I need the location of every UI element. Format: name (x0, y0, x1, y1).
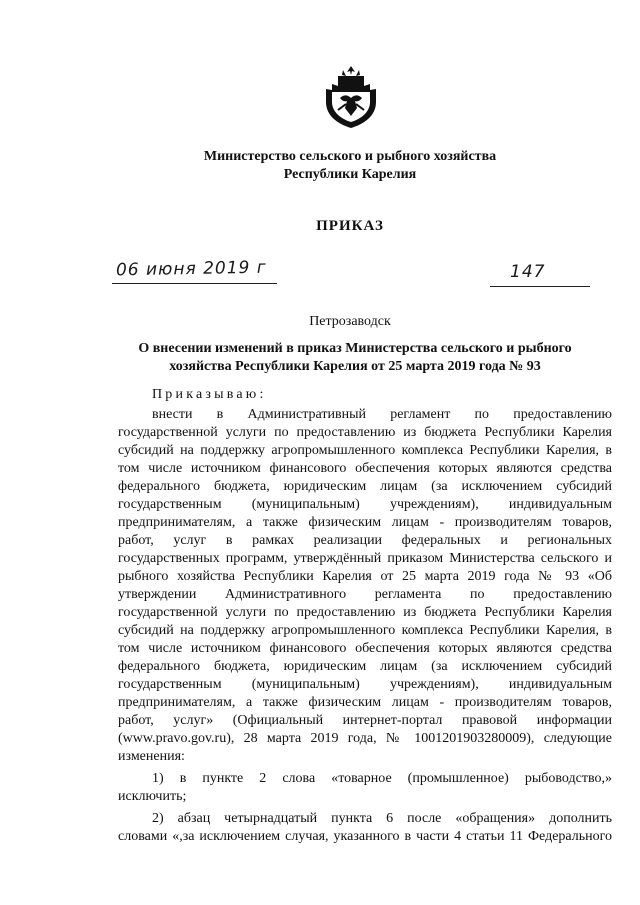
ministry-name-line2: Республики Карелия (283, 167, 417, 182)
body-line: субсидий на поддержку агропромышленного комплекса Республики Карелия, в (118, 623, 612, 638)
body-line: 2) абзац четырнадцатый пункта 6 после «обращения» дополнить (152, 811, 612, 826)
body-line: утверждении Административного регламента по предоставлению (118, 587, 612, 602)
city-name: Петрозаводск (309, 314, 391, 329)
karelia-coat-of-arms-icon (324, 64, 378, 130)
body-line: изменения: (118, 749, 185, 764)
body-line: (www.pravo.gov.ru), 28 марта 2019 года, № 1001201903280009), следующие (118, 731, 612, 746)
body-line: рыбного хозяйства Республики Карелия от 25 марта 2019 года № 93 «Об (118, 569, 612, 584)
document-type-title: ПРИКАЗ (316, 218, 384, 234)
body-line: 1) в пункте 2 слова «товарное (промышленное) рыбоводство,» (152, 771, 612, 786)
subject-line1: О внесении изменений в приказ Министерства сельского и рыбного (138, 341, 572, 356)
body-line: государственной услуги по предоставлению из бюджета Республики Карелия (118, 425, 612, 440)
number-underline (490, 286, 590, 287)
body-line: государственных программ, утверждённый приказом Министерства сельского и (118, 551, 612, 566)
body-line: субсидий на поддержку агропромышленного комплекса Республики Карелия, в (118, 443, 612, 458)
body-line: государственным (муниципальным) учреждениям), индивидуальным (118, 497, 612, 512)
handwritten-number: 147 (510, 262, 546, 282)
body-line: словами «,за исключением случая, указанного в части 4 статьи 11 Федерального (118, 829, 612, 844)
subject-line2: хозяйства Республики Карелия от 25 марта 2019 года № 93 (169, 359, 541, 374)
body-line: государственной услуги по предоставлению из бюджета Республики Карелия (118, 605, 612, 620)
body-line: государственным (муниципальным) учреждениям), индивидуальным (118, 677, 612, 692)
handwritten-date: 06 июня 2019 г (115, 257, 267, 281)
body-line: том числе источником финансового обеспечения которых являются средства (118, 461, 612, 476)
body-line: исключить; (118, 789, 187, 804)
body-line: федерального бюджета, юридическим лицам (за исключением субсидий (118, 479, 612, 494)
body-line: федерального бюджета, юридическим лицам (за исключением субсидий (118, 659, 612, 674)
body-line: Приказываю: (152, 387, 267, 402)
body-line: предпринимателям, а также физическим лицам - производителям товаров, (118, 695, 612, 710)
body-line: работ, услуг» (Официальный интернет-портал правовой информации (118, 713, 612, 728)
body-line: внести в Административный регламент по предоставлению (152, 407, 612, 422)
body-line: том числе источником финансового обеспечения которых являются средства (118, 641, 612, 656)
body-line: работ, услуг в рамках реализации федеральных и региональных (118, 533, 612, 548)
ministry-name-line1: Министерство сельского и рыбного хозяйства (203, 149, 497, 164)
date-underline (112, 283, 277, 284)
body-line: предпринимателям, а также физическим лицам - производителям товаров, (118, 515, 612, 530)
